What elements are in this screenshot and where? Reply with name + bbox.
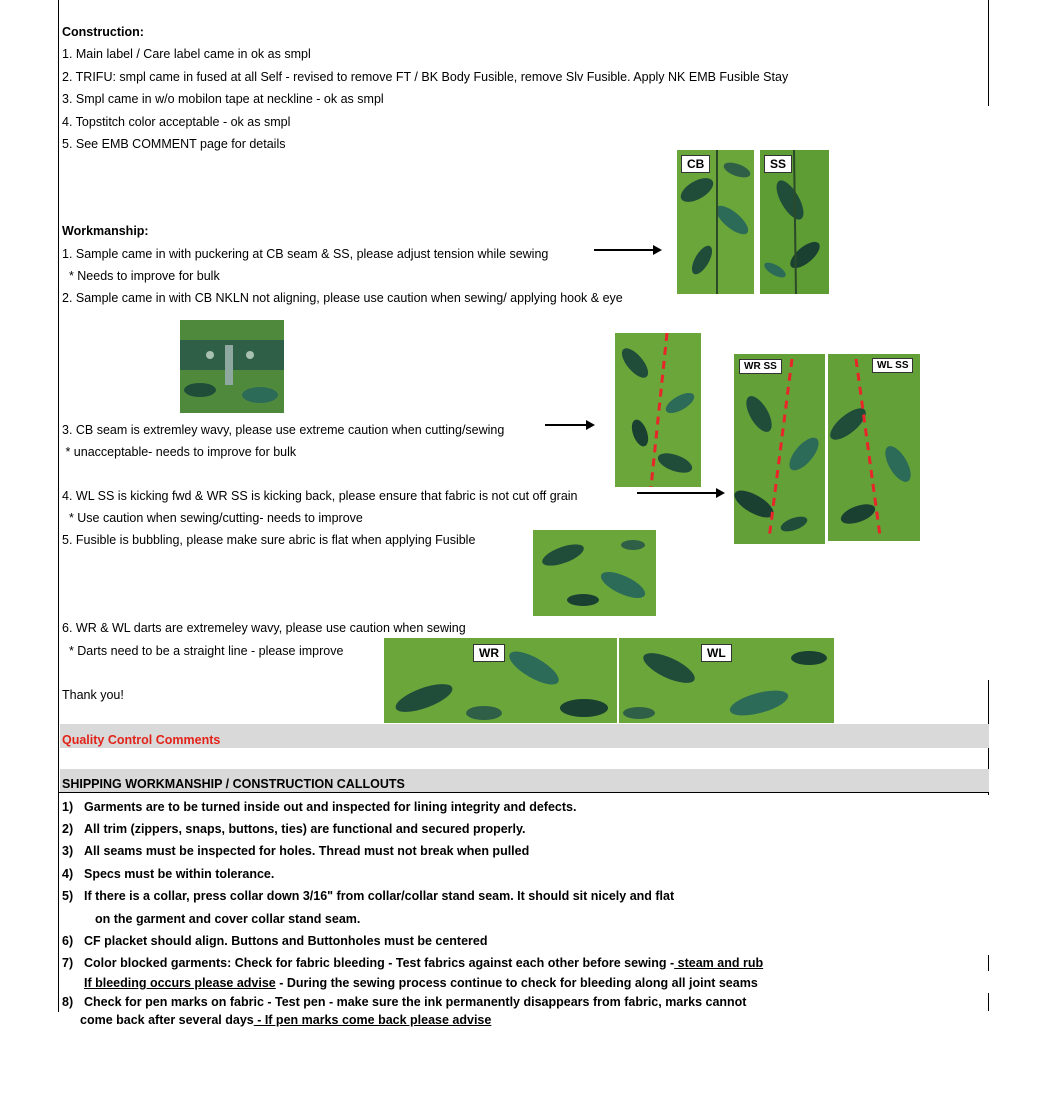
workmanship-line: 5. Fusible is bubbling, please make sure abric is flat when applying Fusible [62, 533, 476, 547]
right-border-bottom [988, 993, 989, 1011]
workmanship-line: 4. WL SS is kicking fwd & WR SS is kicking back, please ensure that fabric is not cut off grain [62, 489, 578, 503]
wl-dart-photo [619, 638, 834, 723]
workmanship-line: 3. CB seam is extremley wavy, please use extreme caution when cutting/sewing [62, 423, 505, 437]
photo-label: CB [681, 155, 710, 173]
photo-label: WL SS [872, 358, 913, 373]
thank-you-text: Thank you! [62, 688, 124, 702]
workmanship-line: 6. WR & WL darts are extremeley wavy, please use caution when sewing [62, 621, 466, 635]
right-border-top [988, 0, 989, 106]
right-border-low [988, 955, 989, 971]
workmanship-line: * Darts need to be a straight line - please improve [62, 644, 344, 658]
shipping-item: 1) Garments are to be turned inside out and inspected for lining integrity and defects. [62, 800, 577, 814]
workmanship-line: * Needs to improve for bulk [62, 269, 220, 283]
qc-title: Quality Control Comments [62, 733, 221, 747]
arrow-right-icon [594, 249, 660, 251]
construction-item: 5. See EMB COMMENT page for details [62, 137, 286, 151]
shipping-divider [58, 792, 989, 793]
wr-ss-photo [734, 354, 825, 544]
workmanship-line: 1. Sample came in with puckering at CB seam & SS, please adjust tension while sewing [62, 247, 549, 261]
shipping-item: 6) CF placket should align. Buttons and Buttonholes must be centered [62, 934, 488, 948]
shipping-item: 7) Color blocked garments: Check for fabric bleeding - Test fabrics against each other before sewing - steam and rub [62, 956, 764, 970]
wr-dart-photo [384, 638, 617, 723]
shipping-item: 3) All seams must be inspected for holes. Thread must not break when pulled [62, 844, 530, 858]
left-border [58, 0, 59, 1012]
neckline-photo [180, 320, 284, 413]
fusible-bubbling-photo [533, 530, 656, 616]
photo-label: WR SS [739, 359, 782, 374]
photo-label: WR [473, 644, 505, 662]
construction-item: 2. TRIFU: smpl came in fused at all Self - revised to remove FT / BK Body Fusible, remove Slv Fusible. Apply NK EMB Fusible Stay [62, 70, 789, 84]
construction-item: 4. Topstitch color acceptable - ok as smpl [62, 115, 291, 129]
shipping-item: 4) Specs must be within tolerance. [62, 867, 275, 881]
wl-ss-photo [828, 354, 920, 541]
workmanship-line: * Use caution when sewing/cutting- needs to improve [62, 511, 363, 525]
photo-label: SS [764, 155, 792, 173]
shipping-item-continuation: If bleeding occurs please advise - During the sewing process continue to check for bleeding along all joint seams [84, 976, 758, 990]
construction-heading: Construction: [62, 25, 144, 39]
photo-label: WL [701, 644, 732, 662]
shipping-item: 8) Check for pen marks on fabric - Test pen - make sure the ink permanently disappears from fabric, marks cannot [62, 995, 747, 1009]
workmanship-line: 2. Sample came in with CB NKLN not aligning, please use caution when sewing/ applying hook & eye [62, 291, 623, 305]
workmanship-heading: Workmanship: [62, 224, 149, 238]
construction-item: 1. Main label / Care label came in ok as smpl [62, 47, 311, 61]
arrow-right-icon [545, 424, 593, 426]
workmanship-line: * unacceptable- needs to improve for bulk [62, 445, 297, 459]
shipping-title: SHIPPING WORKMANSHIP / CONSTRUCTION CALLOUTS [62, 777, 405, 791]
arrow-right-icon [637, 492, 723, 494]
shipping-item: 2) All trim (zippers, snaps, buttons, ties) are functional and secured properly. [62, 822, 526, 836]
cb-wavy-seam-photo [615, 333, 701, 487]
cb-seam-photo [677, 150, 754, 294]
shipping-item: 5) If there is a collar, press collar down 3/16" from collar/collar stand seam. It should sit nicely and flat [62, 889, 675, 903]
shipping-item-continuation: come back after several days - If pen marks come back please advise [80, 1013, 492, 1027]
construction-item: 3. Smpl came in w/o mobilon tape at neckline - ok as smpl [62, 92, 384, 106]
shipping-item-continuation: on the garment and cover collar stand seam. [95, 912, 361, 926]
ss-seam-photo [760, 150, 829, 294]
